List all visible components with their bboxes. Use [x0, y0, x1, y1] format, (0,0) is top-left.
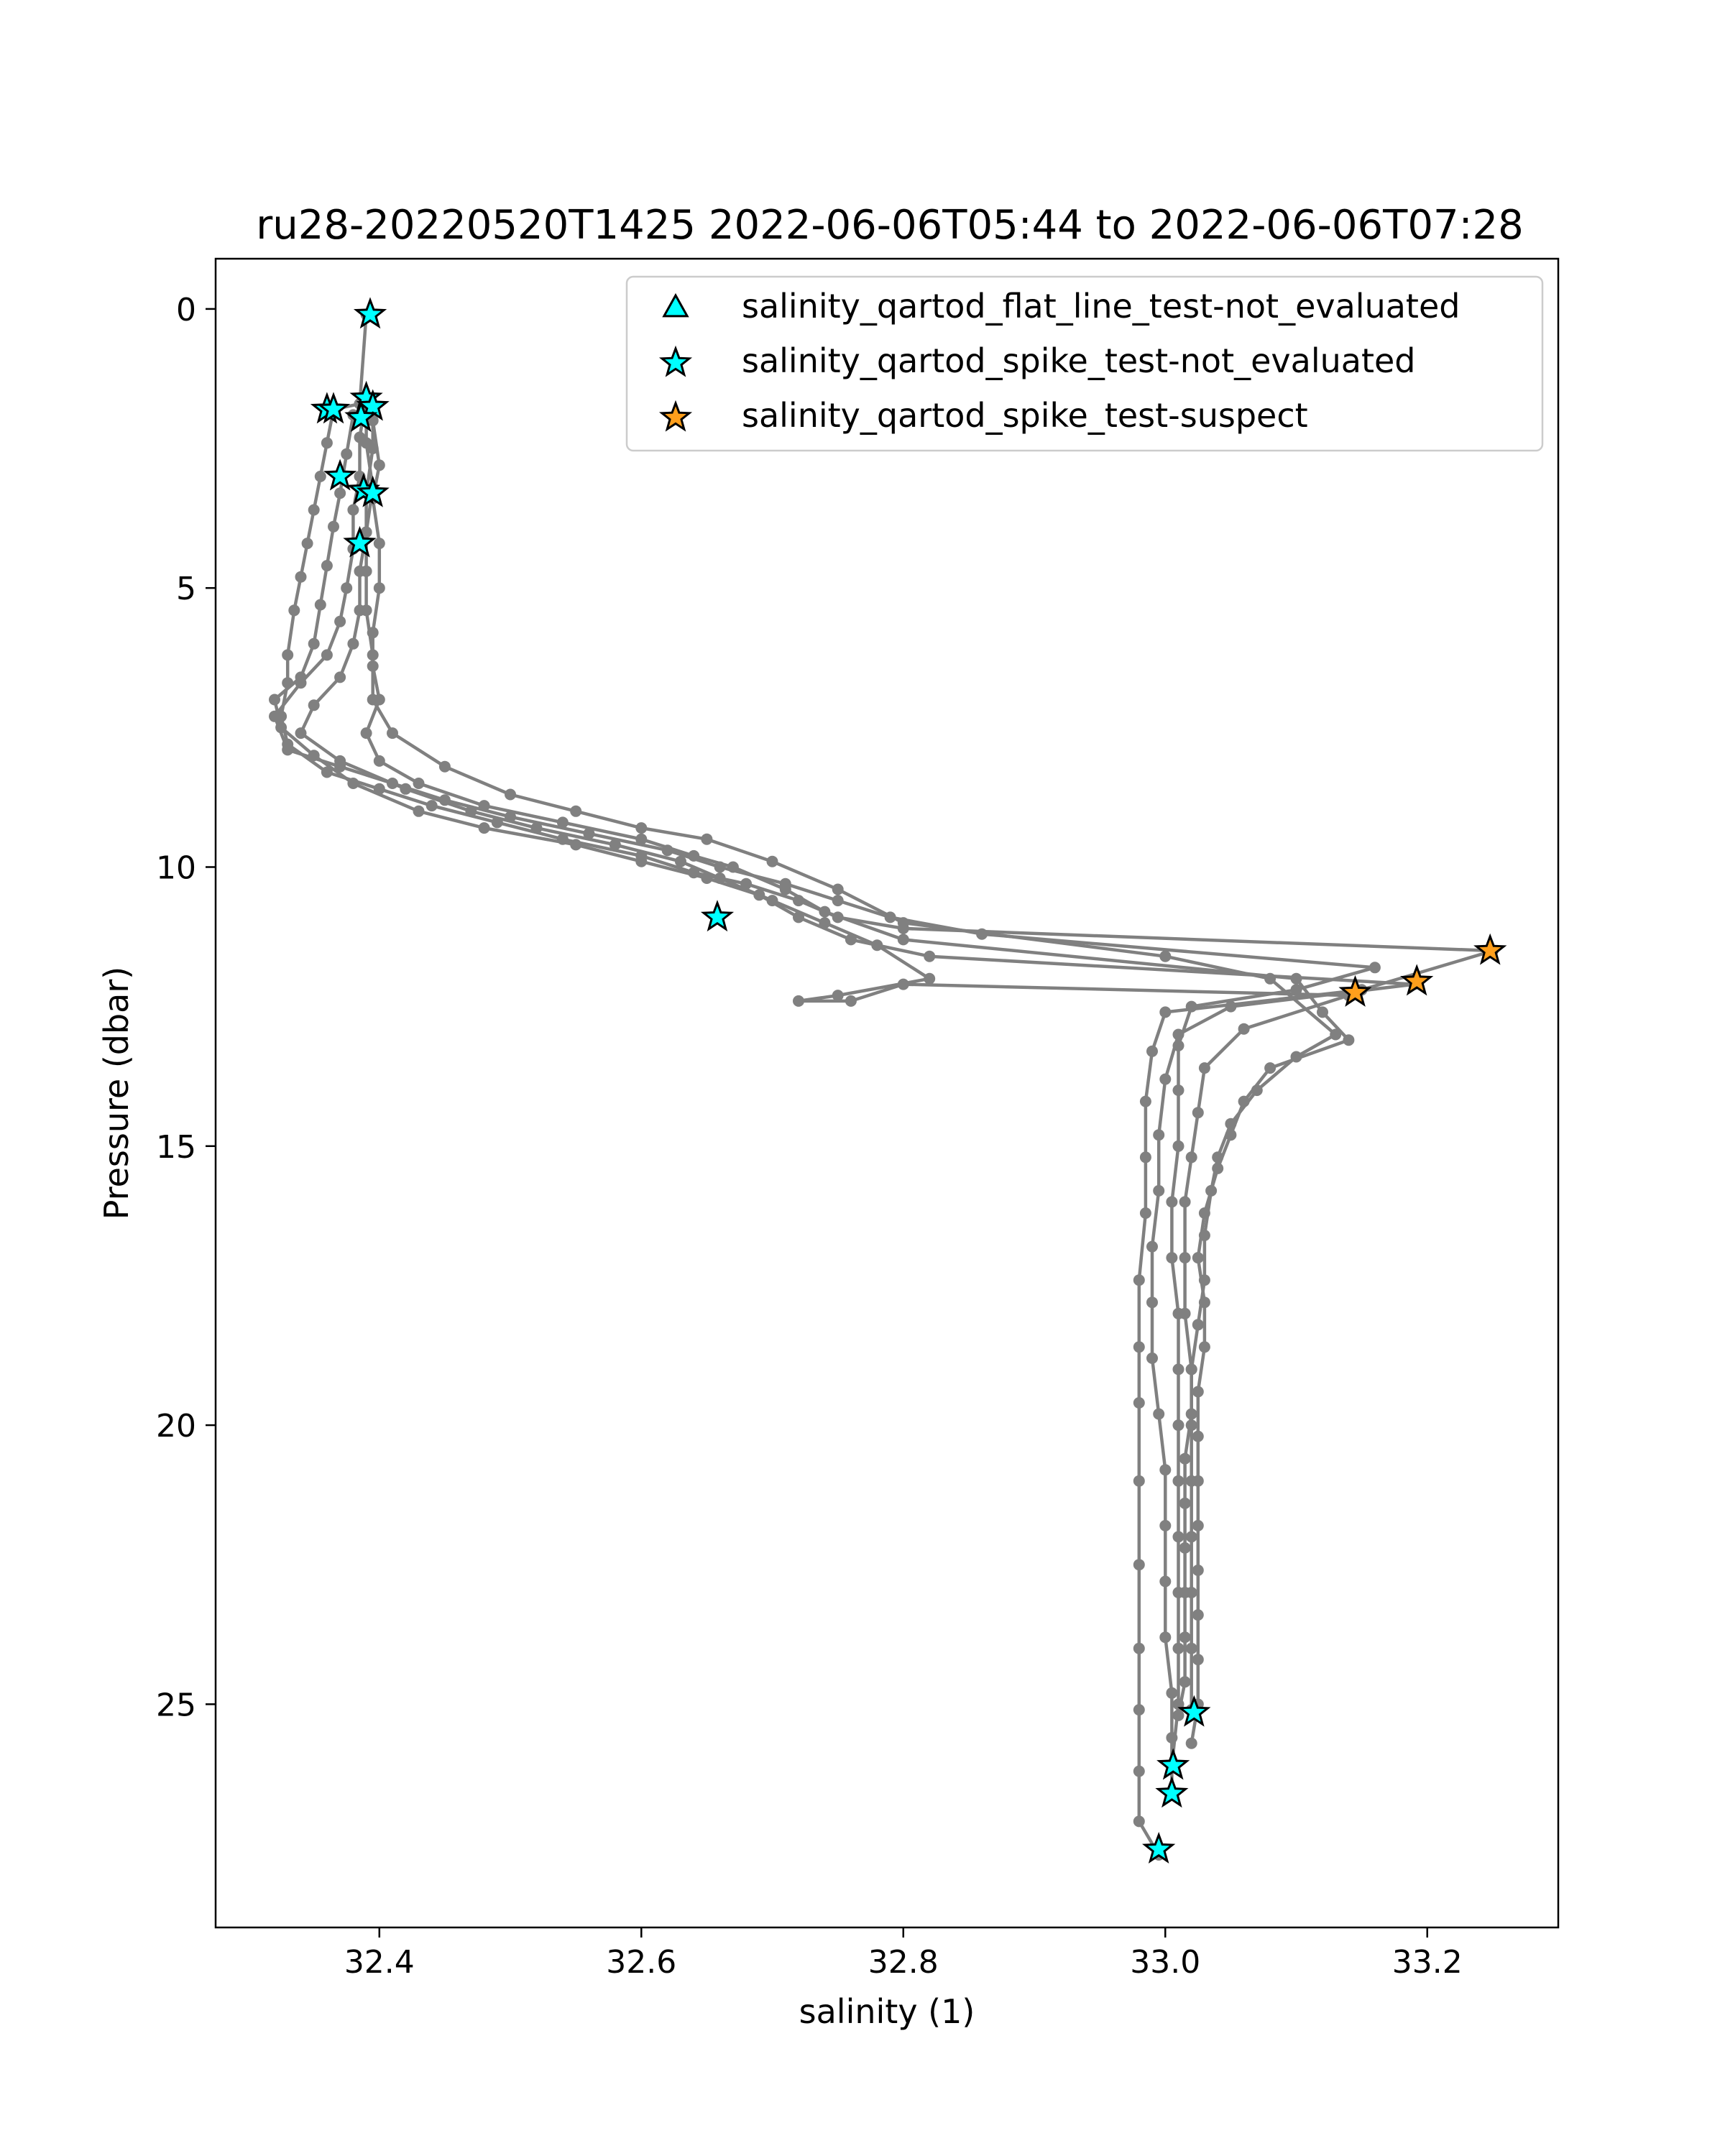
x-tick-label: 33.2: [1392, 1944, 1463, 1981]
profile-point: [1166, 1196, 1177, 1207]
profile-point: [727, 862, 739, 873]
profile-point: [832, 895, 844, 906]
x-tick-label: 32.4: [344, 1944, 415, 1981]
profile-point: [308, 505, 320, 516]
y-tick-label: 15: [156, 1128, 196, 1166]
profile-point: [1186, 1151, 1197, 1163]
profile-point: [1330, 1029, 1341, 1041]
profile-point: [570, 839, 581, 850]
profile-point: [1146, 1353, 1158, 1364]
profile-point: [1192, 1520, 1204, 1531]
profile-point: [780, 884, 791, 895]
profile-point: [1153, 1129, 1164, 1141]
profile-point: [1153, 1409, 1164, 1420]
profile-point: [400, 783, 411, 795]
profile-point: [1369, 962, 1381, 973]
profile-point: [845, 995, 857, 1007]
profile-point: [1179, 1676, 1191, 1687]
profile-point: [374, 459, 385, 471]
profile-point: [1173, 1363, 1184, 1375]
legend: [627, 277, 1542, 451]
profile-point: [374, 755, 385, 767]
profile-point: [1153, 1185, 1164, 1197]
profile-point: [1199, 1062, 1210, 1074]
x-tick-label: 32.8: [868, 1944, 939, 1981]
x-tick-label: 33.0: [1130, 1944, 1201, 1981]
profile-point: [1159, 1631, 1171, 1643]
profile-point: [1133, 1397, 1145, 1409]
profile-point: [701, 834, 712, 845]
profile-point: [1343, 1034, 1354, 1046]
profile-point: [479, 822, 490, 834]
profile-point: [1179, 1308, 1191, 1319]
y-axis-label: Pressure (dbar): [97, 966, 136, 1220]
profile-point: [767, 895, 778, 906]
y-tick-label: 20: [156, 1408, 196, 1445]
profile-point: [1205, 1185, 1217, 1197]
profile-point: [1166, 1252, 1177, 1263]
profile-point: [1179, 1498, 1191, 1509]
profile-point: [1133, 1766, 1145, 1777]
profile-point: [361, 727, 372, 739]
profile-point: [1199, 1341, 1210, 1353]
profile-point: [1192, 1475, 1204, 1487]
profile-point: [570, 806, 581, 817]
profile-point: [426, 800, 438, 811]
profile-point: [315, 599, 326, 611]
profile-point: [1179, 1196, 1191, 1207]
legend-label-spike-not-evaluated: salinity_qartod_spike_test-not_evaluated: [742, 341, 1416, 380]
profile-point: [1192, 1431, 1204, 1442]
profile-point: [714, 872, 726, 884]
profile-point: [334, 616, 346, 627]
profile-point: [295, 727, 307, 739]
profile-point: [1133, 1341, 1145, 1353]
profile-point: [924, 973, 935, 985]
legend-label-spike-suspect: salinity_qartod_spike_test-suspect: [742, 396, 1308, 435]
profile-point: [1133, 1704, 1145, 1715]
profile-point: [1133, 1815, 1145, 1827]
profile-point: [1173, 1419, 1184, 1431]
profile-point: [282, 649, 293, 660]
profile-point: [302, 538, 313, 549]
profile-point: [1159, 951, 1171, 962]
profile-point: [1192, 1107, 1204, 1118]
profile-point: [1140, 1096, 1151, 1107]
profile-point: [1199, 1230, 1210, 1241]
profile-point: [1173, 1475, 1184, 1487]
profile-point: [1186, 1531, 1197, 1542]
profile-point: [1212, 1151, 1223, 1163]
profile-point: [793, 995, 804, 1007]
profile-point: [334, 487, 346, 499]
profile-point: [465, 806, 477, 817]
profile-point: [1173, 1141, 1184, 1152]
profile-point: [1159, 1074, 1171, 1085]
profile-point: [361, 566, 372, 577]
profile-point: [413, 778, 425, 789]
profile-point: [1192, 1319, 1204, 1330]
profile-point: [1159, 1520, 1171, 1531]
profile-point: [1179, 1252, 1191, 1263]
profile-point: [531, 822, 543, 834]
legend-label-flat-line-not-evaluated: salinity_qartod_flat_line_test-not_evaluated: [742, 287, 1460, 326]
profile-point: [347, 505, 359, 516]
profile-point: [819, 906, 830, 918]
profile-point: [635, 834, 647, 845]
profile-point: [635, 822, 647, 834]
profile-point: [1133, 1559, 1145, 1570]
x-axis-label: salinity (1): [799, 1992, 975, 2031]
profile-point: [1199, 1274, 1210, 1286]
profile-point: [1186, 1738, 1197, 1749]
profile-point: [1264, 973, 1276, 985]
profile-point: [1166, 1687, 1177, 1699]
profile-point: [819, 917, 830, 929]
profile-point: [1186, 1363, 1197, 1375]
profile-point: [1192, 1609, 1204, 1621]
profile-point: [374, 538, 385, 549]
profile-point: [1179, 1453, 1191, 1465]
profile-point: [347, 778, 359, 789]
profile-point: [341, 448, 352, 460]
profile-point: [269, 711, 280, 722]
profile-point: [347, 638, 359, 650]
profile-point: [334, 755, 346, 767]
chart-title: ru28-20220520T1425 2022-06-06T05:44 to 2022-06-06T07:28: [256, 202, 1524, 249]
profile-point: [1317, 1006, 1328, 1018]
profile-point: [1173, 1643, 1184, 1654]
profile-point: [1192, 1386, 1204, 1398]
profile-point: [321, 560, 333, 571]
y-tick-label: 25: [156, 1687, 196, 1724]
profile-point: [767, 856, 778, 867]
profile-point: [1186, 1001, 1197, 1013]
profile-point: [505, 789, 516, 801]
profile-point: [413, 806, 425, 817]
y-tick-label: 5: [176, 571, 196, 608]
profile-point: [1179, 1631, 1191, 1643]
profile-point: [1133, 1475, 1145, 1487]
profile-point: [367, 694, 379, 706]
profile-point: [1146, 1296, 1158, 1308]
x-tick-label: 32.6: [606, 1944, 677, 1981]
profile-point: [610, 839, 621, 850]
profile-point: [334, 671, 346, 683]
profile-point: [635, 856, 647, 867]
profile-point: [1173, 1710, 1184, 1721]
profile-point: [924, 951, 935, 962]
profile-point: [1133, 1643, 1145, 1654]
profile-point: [1179, 1587, 1191, 1598]
profile-point: [1192, 1654, 1204, 1665]
profile-point: [361, 437, 372, 448]
profile-point: [341, 582, 352, 594]
profile-point: [1173, 1040, 1184, 1051]
profile-point: [479, 800, 490, 811]
profile-point: [871, 939, 883, 951]
profile-point: [1159, 1576, 1171, 1588]
profile-point: [282, 744, 293, 755]
profile-point: [1186, 1643, 1197, 1654]
profile-point: [387, 727, 398, 739]
profile-point: [1133, 1274, 1145, 1286]
profile-point: [1173, 1084, 1184, 1096]
profile-point: [1159, 1464, 1171, 1475]
profile-point: [1146, 1046, 1158, 1057]
profile-point: [295, 571, 307, 583]
profile-point: [898, 917, 909, 929]
profile-point: [361, 604, 372, 616]
profile-point: [315, 471, 326, 482]
profile-point: [688, 850, 699, 862]
profile-point: [1291, 973, 1302, 985]
profile-point: [328, 521, 339, 533]
profile-point: [557, 816, 569, 828]
profile-point: [1192, 1565, 1204, 1576]
profile-point: [1146, 1241, 1158, 1253]
profile-point: [308, 638, 320, 650]
profile-point: [1238, 1023, 1250, 1035]
profile-point: [832, 990, 844, 1001]
profile-point: [367, 649, 379, 660]
profile-point: [288, 604, 300, 616]
profile-point: [321, 437, 333, 448]
profile-point: [374, 582, 385, 594]
profile-point: [1140, 1151, 1151, 1163]
profile-point: [1192, 1252, 1204, 1263]
profile-point: [295, 677, 307, 688]
y-tick-label: 10: [156, 849, 196, 887]
profile-point: [898, 979, 909, 990]
profile-point: [1264, 1062, 1276, 1074]
profile-point: [1159, 1006, 1171, 1018]
profile-point: [308, 699, 320, 711]
profile-point: [675, 856, 686, 867]
profile-point: [898, 934, 909, 945]
profile-point: [1140, 1207, 1151, 1219]
profile-point: [321, 649, 333, 660]
profile-point: [1251, 1084, 1263, 1096]
profile-point: [439, 761, 451, 773]
profile-point: [269, 694, 280, 706]
profile-point: [1173, 1531, 1184, 1542]
profile-point: [832, 884, 844, 895]
profile-point: [1179, 1542, 1191, 1554]
y-tick-label: 0: [176, 291, 196, 328]
profile-point: [1291, 1051, 1302, 1063]
profile-point: [1225, 1118, 1236, 1130]
profile-point: [1186, 1409, 1197, 1420]
